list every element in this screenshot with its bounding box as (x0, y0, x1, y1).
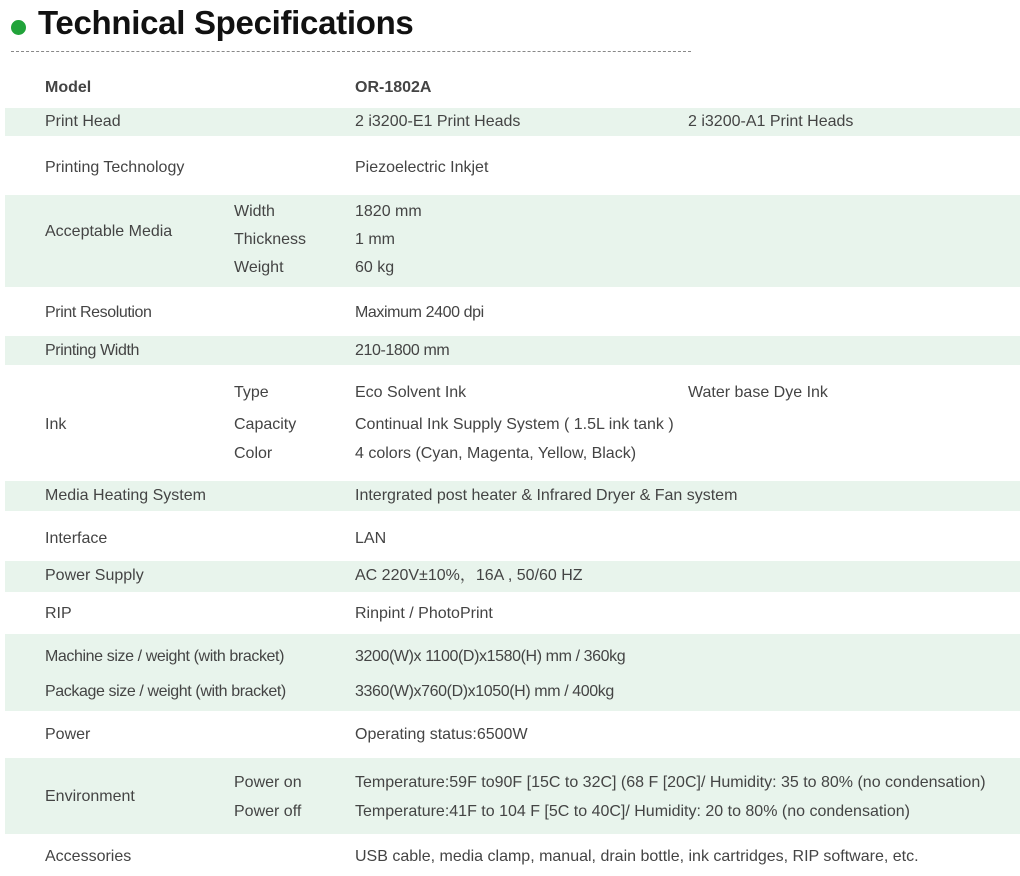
ink-color-label: Color (234, 445, 273, 462)
model-value: OR-1802A (355, 79, 432, 96)
bullet-dot-icon (11, 20, 26, 35)
media-thickness-value: 1 mm (355, 231, 395, 248)
printing-width-value: 210-1800 mm (355, 342, 450, 359)
print-head-value-1: 2 i3200-E1 Print Heads (355, 113, 521, 130)
machine-size-label: Machine size / weight (with bracket) (45, 648, 285, 665)
printing-technology-label: Printing Technology (45, 159, 185, 176)
model-label: Model (45, 79, 92, 96)
power-supply-value: AC 220V±10%，16A , 50/60 HZ (355, 567, 583, 584)
power-supply-label: Power Supply (45, 567, 144, 584)
accessories-label: Accessories (45, 848, 132, 865)
package-size-label: Package size / weight (with bracket) (45, 683, 286, 700)
media-heating-value: Intergrated post heater & Infrared Dryer & Fan system (355, 487, 738, 504)
rip-value: Rinpint / PhotoPrint (355, 605, 493, 622)
media-width-label: Width (234, 203, 275, 220)
row-band-printing-width (5, 336, 1020, 365)
interface-value: LAN (355, 530, 387, 547)
page-header (0, 0, 1020, 60)
print-resolution-label: Print Resolution (45, 304, 152, 321)
ink-type-value-1: Eco Solvent Ink (355, 384, 467, 401)
media-weight-value: 60 kg (355, 259, 395, 276)
ink-type-label: Type (234, 384, 269, 401)
accessories-value: USB cable, media clamp, manual, drain bottle, ink cartridges, RIP software, etc. (355, 848, 919, 865)
media-heating-label: Media Heating System (45, 487, 206, 504)
acceptable-media-label: Acceptable Media (45, 223, 173, 240)
environment-power-off-value: Temperature:41F to 104 F [5C to 40C]/ Humidity: 20 to 80% (no condensation) (355, 803, 910, 820)
printing-technology-value: Piezoelectric Inkjet (355, 159, 489, 176)
rip-label: RIP (45, 605, 72, 622)
power-value: Operating status:6500W (355, 726, 528, 743)
ink-type-value-2: Water base Dye Ink (688, 384, 828, 401)
machine-size-value: 3200(W)x 1100(D)x1580(H) mm / 360kg (355, 648, 626, 665)
environment-power-off-label: Power off (234, 803, 302, 820)
ink-label: Ink (45, 416, 67, 433)
power-label: Power (45, 726, 91, 743)
page-title: Technical Specifications (38, 4, 414, 41)
printing-width-label: Printing Width (45, 342, 139, 359)
environment-power-on-label: Power on (234, 774, 302, 791)
print-head-value-2: 2 i3200-A1 Print Heads (688, 113, 854, 130)
print-head-label: Print Head (45, 113, 121, 130)
row-band-environment (5, 758, 1020, 834)
media-weight-label: Weight (234, 259, 284, 276)
ink-color-value: 4 colors (Cyan, Magenta, Yellow, Black) (355, 445, 637, 462)
ink-capacity-value: Continual Ink Supply System ( 1.5L ink tank ) (355, 416, 674, 433)
environment-power-on-value: Temperature:59F to90F [15C to 32C] (68 F [20C]/ Humidity: 35 to 80% (no condensation) (355, 774, 986, 791)
title-divider (11, 51, 691, 52)
interface-label: Interface (45, 530, 108, 547)
environment-label: Environment (45, 788, 135, 805)
media-thickness-label: Thickness (234, 231, 307, 248)
media-width-value: 1820 mm (355, 203, 422, 220)
print-resolution-value: Maximum 2400 dpi (355, 304, 484, 321)
package-size-value: 3360(W)x760(D)x1050(H) mm / 400kg (355, 683, 614, 700)
ink-capacity-label: Capacity (234, 416, 297, 433)
